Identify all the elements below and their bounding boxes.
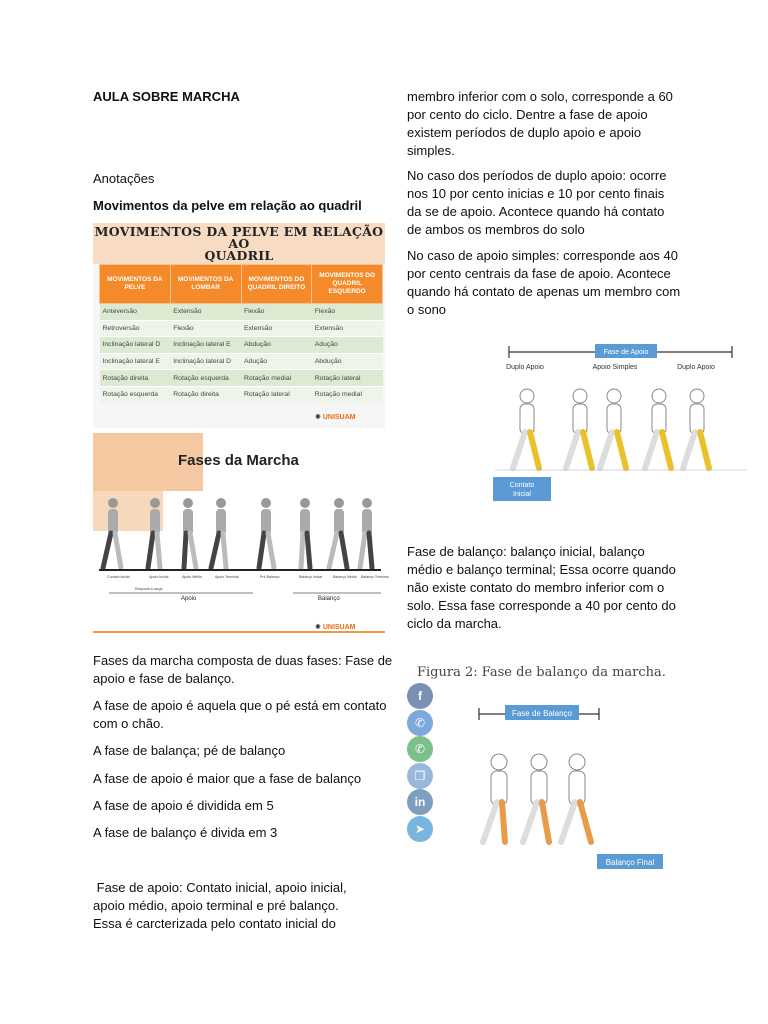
unisuam-logo: ✺ UNISUAM [315,414,356,421]
table-header-1: MOVIMENTOS DA LOMBAR [170,265,241,304]
double-support-left: Duplo Apoio [506,364,544,371]
document-title: AULA SOBRE MARCHA [93,89,240,104]
paragraph-fase-balanca: A fase de balança; pé de balanço [93,743,286,758]
whatsapp-icon[interactable]: ✆ [407,736,433,762]
table-cell: Inclinação lateral D [100,337,171,354]
paragraph-apoio-maior: A fase de apoio é maior que a fase de balanço [93,771,362,786]
swing-figure-person [561,754,591,842]
swing-figures [483,754,591,842]
pelvis-figure-title [93,223,385,264]
phase-label: Balanço Médio [333,575,357,579]
swing-final-box: Balanço Final [605,858,655,867]
table-cell: Flexão [312,304,383,321]
phase-label: Apoio Médio [182,575,202,579]
walking-figure [259,498,274,568]
stance-figure-person [513,389,539,468]
swing-phase-figure [407,650,665,875]
table-cell: Rotação medial [241,370,312,387]
table-cell: Extensão [170,304,241,321]
balanco-label: Balanço [318,596,340,602]
phase-label: Apoio Inicial [149,575,169,579]
contact-label-line2: Inicial [513,491,531,498]
table-cell: Abdução [312,353,383,370]
notes-label: Anotações [93,171,155,186]
gait-figure-title: Fases da Marcha [178,452,299,469]
gait-phases-illustration [93,433,389,638]
walking-figure [300,498,310,568]
walking-figure [360,498,372,568]
table-cell: Anteversão [100,304,171,321]
stance-figure-person [683,389,709,468]
table-row [100,304,383,321]
table-cell: Adução [241,353,312,370]
pelvis-heading: Movimentos da pelve em relação ao quadril [93,198,362,213]
facebook-icon[interactable]: f [407,683,433,709]
paragraph-balanco-3: A fase de balanço é divida em 3 [93,825,278,840]
paragraph-fase-apoio-def: A fase de apoio é aquela que o pé está em contato com o chão. [93,698,387,731]
phase-label: Contato inicial [107,575,130,579]
contact-label-line1: Contato [509,482,535,489]
double-support-right: Duplo Apoio [677,364,715,371]
logo-text: UNISUAM [322,414,356,421]
paragraph-duplo-apoio: No caso dos períodos de duplo apoio: ocorre nos 10 por cento inicias e 10 por cento finais da se de apoio. Acontece quando há contato de ambos os membros do solo [407,168,667,237]
swing-phase-illustration [407,650,665,875]
paragraph-fases-duas: Fases da marcha composta de duas fases: Fase de apoio e fase de balanço. [93,653,393,686]
logo-text-2: UNISUAM [322,624,356,631]
stance-figure-person [645,389,671,468]
table-header-3: MOVIMENTOS DO QUADRIL ESQUERDO [312,265,383,304]
table-cell: Inclinação lateral E [100,353,171,370]
walking-figure [329,498,347,568]
swing-figure-caption: Figura 2: Fase de balanço da marcha. [417,665,666,680]
table-cell: Flexão [170,320,241,337]
pelvis-movements-figure [93,223,385,428]
table-cell: Rotação lateral [241,386,312,402]
stance-figures [513,389,709,468]
table-cell: Extensão [312,320,383,337]
paragraph-fase-balanco: Fase de balanço: balanço inicial, balanço médio e balanço terminal; Essa ocorre quando não existe contato do membro inferior com o solo. Essa fase corresponde a 40 por cento do ciclo da marcha. [407,544,676,631]
paragraph-membro-inferior: membro inferior com o solo, corresponde a 60 por cento do ciclo. Dentre a fase de apoio existem períodos de duplo apoio e apoio simples. [407,89,673,158]
table-cell: Abdução [241,337,312,354]
pelvis-figure-title-line1: MOVIMENTOS DA PELVE EM RELAÇÃO AO [94,224,384,251]
unisuam-logo-2: ✺ UNISUAM [315,624,356,631]
table-cell: Flexão [241,304,312,321]
copy-icon[interactable]: ❐ [407,763,433,789]
table-row [100,337,383,354]
swing-phase-box: Fase de Balanço [511,709,573,718]
pelvis-movements-table [99,264,383,403]
paragraph-apoio-5: A fase de apoio é dividida em 5 [93,798,274,813]
paragraph-apoio-simples: No caso de apoio simples: corresponde aos 40 por cento centrais da fase de apoio. Acontece quando há contato de apenas um membro com o sono [407,248,681,317]
table-cell: Inclinação lateral D [170,353,241,370]
table-row [100,353,383,370]
swing-figure-person [483,754,507,842]
walking-figure [183,498,196,568]
table-cell: Rotação direita [170,386,241,402]
stance-phase-box: Fase de Apoio [603,349,649,356]
paragraph-fase-apoio-detalhe: Fase de apoio: Contato inicial, apoio inicial, apoio médio, apoio terminal e pré balanço. Essa é carcterizada pelo contato inicial do [93,880,351,931]
linkedin-icon[interactable]: in [407,789,433,815]
stance-figure-person [566,389,592,468]
table-header-2: MOVIMENTOS DO QUADRIL DIREITO [241,265,312,304]
stance-figure-person [600,389,626,468]
table-cell: Adução [312,337,383,354]
support-label: Resposta à carga [135,587,163,591]
phase-label: Balanço Terminal [361,575,389,579]
phase-label: Pré Balanço [260,575,280,579]
phase-label: Balanço Inicial [299,575,323,579]
swing-figure-person [523,754,549,842]
stance-phase-illustration [407,330,762,505]
table-cell: Extensão [241,320,312,337]
telegram-icon[interactable]: ➤ [407,816,433,842]
table-cell: Rotação esquerda [170,370,241,387]
pelvis-figure-title-line2: QUADRIL [204,248,274,263]
table-cell: Rotação direita [100,370,171,387]
table-header-0: MOVIMENTOS DA PELVE [100,265,171,304]
phase-label: Apoio Terminal [215,575,239,579]
messenger-icon[interactable]: ✆ [407,710,433,736]
table-cell: Retroversão [100,320,171,337]
table-cell: Rotação esquerda [100,386,171,402]
table-cell: Inclinação lateral E [170,337,241,354]
table-cell: Rotação lateral [312,370,383,387]
apoio-label: Apoio [181,596,197,602]
table-cell: Rotação medial [312,386,383,402]
stance-phase-figure [407,330,762,505]
table-row [100,320,383,337]
walking-figure [211,498,226,568]
table-row [100,386,383,402]
gait-phases-figure [93,433,389,638]
single-support: Apoio Simples [592,364,638,371]
table-row [100,370,383,387]
